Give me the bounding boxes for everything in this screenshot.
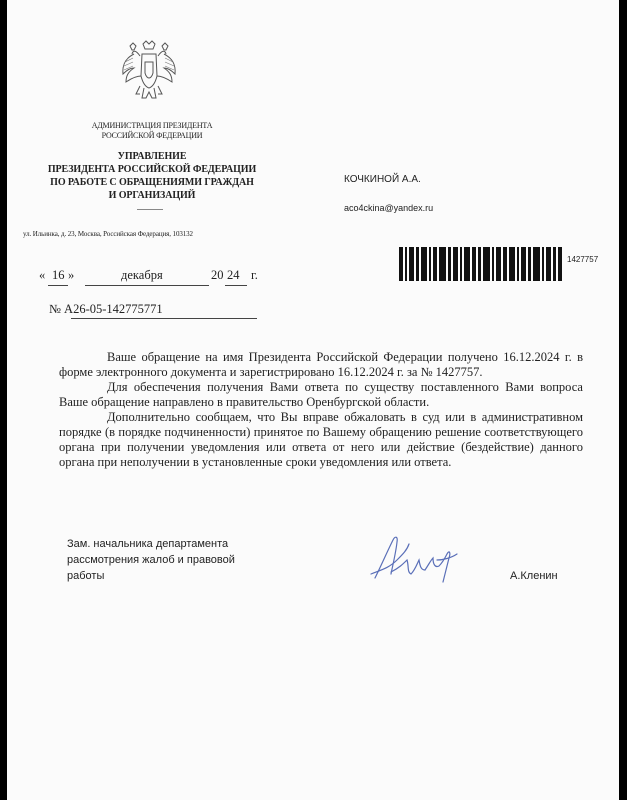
signatory-title-line: Зам. начальника департамента bbox=[67, 538, 229, 550]
letter-page bbox=[7, 0, 619, 800]
reference-underline bbox=[71, 318, 257, 319]
date-year-underline bbox=[225, 285, 247, 286]
department-title bbox=[25, 150, 279, 202]
barcode bbox=[399, 247, 562, 281]
department-line: ПРЕЗИДЕНТА РОССИЙСКОЙ ФЕДЕРАЦИИ bbox=[47, 164, 257, 175]
administration-title: АДМИНИСТРАЦИЯ ПРЕЗИДЕНТА РОССИЙСКОЙ ФЕДЕРАЦИИ bbox=[91, 121, 213, 140]
body-paragraph: Дополнительно сообщаем, что Вы вправе обжаловать в суд или в административном порядке (в порядке подчиненности) принятое по Вашему обращению решение соответствующего органа при получении уведомления или ответа от него или действие (бездействие) данного органа при неполучении в установленные сроки уведомления или ответа. bbox=[59, 410, 583, 469]
date-year-abbr: г. bbox=[251, 268, 258, 282]
date-close-quote: » bbox=[68, 268, 75, 282]
divider bbox=[137, 209, 163, 210]
date-day: 16 bbox=[52, 268, 65, 282]
date-open-quote: « bbox=[39, 268, 46, 282]
sender-address: ул. Ильинка, д. 23, Москва, Российская Федерация, 103132 bbox=[23, 230, 193, 238]
department-line: УПРАВЛЕНИЕ bbox=[117, 151, 187, 162]
department-line: ПО РАБОТЕ С ОБРАЩЕНИЯМИ ГРАЖДАН bbox=[50, 177, 254, 188]
coat-of-arms-emblem bbox=[120, 40, 178, 102]
reference-number: № А26-05-142775771 bbox=[49, 302, 163, 316]
date-year-suffix: 24 bbox=[227, 268, 240, 282]
date-day-underline bbox=[48, 285, 68, 286]
signatory-title-line: рассмотрения жалоб и правовой bbox=[67, 554, 235, 566]
recipient-name: КОЧКИНОЙ А.А. bbox=[344, 174, 421, 185]
letter-body bbox=[59, 350, 583, 470]
handwritten-signature bbox=[367, 530, 462, 588]
date-month: декабря bbox=[121, 268, 163, 282]
date-year-prefix: 20 bbox=[211, 268, 224, 282]
date-month-underline bbox=[85, 285, 209, 286]
barcode-number: 1427757 bbox=[567, 255, 599, 264]
recipient-email: aco4ckina@yandex.ru bbox=[344, 203, 434, 213]
signatory-title-line: работы bbox=[67, 570, 105, 582]
body-paragraph: Ваше обращение на имя Президента Российской Федерации получено 16.12.2024 г. в форме электронного документа и зарегистрировано 16.12.2024 г. за № 1427757. bbox=[59, 350, 583, 379]
signatory-title bbox=[67, 536, 235, 584]
department-line: И ОРГАНИЗАЦИЙ bbox=[108, 190, 196, 201]
signatory-name: А.Кленин bbox=[510, 570, 558, 582]
body-paragraph: Для обеспечения получения Вами ответа по существу поставленного Вами вопроса Ваше обращение направлено в правительство Оренбургской области. bbox=[59, 380, 583, 409]
